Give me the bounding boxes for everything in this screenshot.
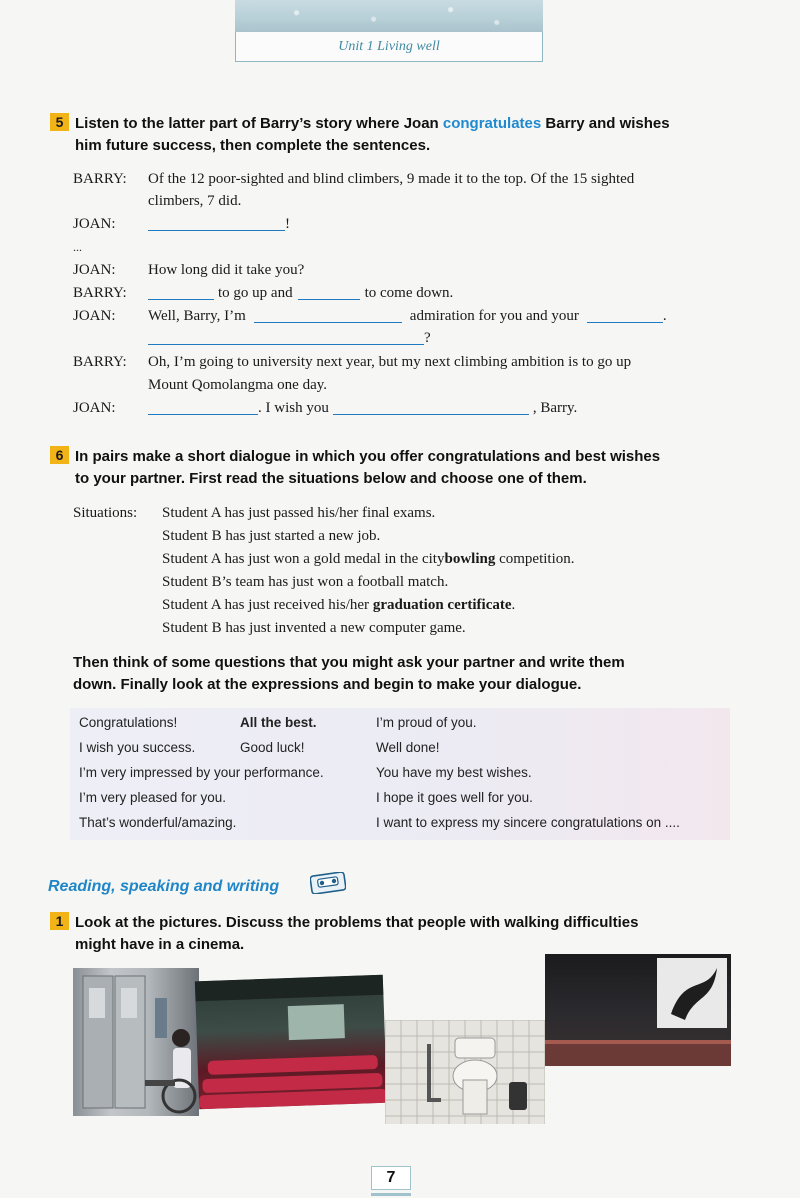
- situation-line: Student B has just invented a new computer game.: [162, 620, 466, 636]
- expression: Well done!: [376, 740, 440, 755]
- toilet-photo: [385, 1020, 545, 1124]
- answer-blank[interactable]: [298, 285, 360, 300]
- expression: I’m proud of you.: [376, 715, 477, 730]
- cassette-icon: [310, 872, 346, 894]
- task-6-heading: 6 In pairs make a short dialogue in which you offer congratulations and best wishes to your partner. First read the situations below and choose one of them.: [50, 446, 660, 490]
- expression: You have my best wishes.: [376, 765, 532, 780]
- answer-blank[interactable]: [333, 400, 529, 415]
- elevator-wheelchair-photo: [73, 968, 199, 1116]
- task-number-6: 6: [50, 446, 69, 464]
- answer-blank[interactable]: [254, 308, 402, 323]
- highlighted-word: congratulates: [442, 115, 542, 132]
- expression: Congratulations!: [79, 715, 178, 730]
- answer-blank[interactable]: [587, 308, 663, 323]
- situation-line: Student B’s team has just won a football match.: [162, 574, 449, 590]
- expression: Good luck!: [240, 740, 305, 755]
- dialogue-line: climbers, 7 did.: [148, 193, 242, 209]
- expression: I wish you success.: [79, 740, 196, 755]
- dialogue-line: JOAN: !: [73, 216, 290, 232]
- situations-label: Situations:: [73, 505, 138, 521]
- dialogue-ellipsis: ...: [73, 240, 82, 254]
- dialogue-line: BARRY: to go up and to come down.: [73, 285, 454, 301]
- cinema-seats-photo: [195, 975, 387, 1109]
- dialogue-line: BARRY: Oh, I’m going to university next year, but my next climbing ambition is to go up: [73, 354, 632, 370]
- answer-blank[interactable]: [148, 330, 424, 345]
- dialogue-line: BARRY: Of the 12 poor-sighted and blind climbers, 9 made it to the top. Of the 15 sighted: [73, 171, 635, 187]
- unit-title: Unit 1 Living well: [338, 38, 440, 54]
- dialogue-line: JOAN: How long did it take you?: [73, 262, 305, 278]
- situation-line: Situations: Student A has just passed his/her final exams.: [73, 505, 436, 521]
- task-number-1: 1: [50, 912, 69, 930]
- dialogue-line: ?: [73, 330, 431, 347]
- answer-blank[interactable]: [148, 285, 214, 300]
- task-5-heading: 5 Listen to the latter part of Barry’s story where Joan congratulates Barry and wishes him future success, then complete the sentences.: [50, 113, 670, 157]
- dialogue-line: Mount Qomolangma one day.: [148, 377, 327, 393]
- dialogue-line: JOAN: . I wish you , Barry.: [73, 400, 578, 416]
- task-6-instructions: Then think of some questions that you might ask your partner and write them down. Finally look at the expressions and begin to make your dialogue.: [73, 654, 625, 693]
- expression: I’m very impressed by your performance.: [79, 765, 324, 780]
- unit-header: [235, 32, 543, 62]
- answer-blank[interactable]: [148, 216, 285, 231]
- dialogue-line: JOAN: Well, Barry, I’m admiration for you and your .: [73, 308, 667, 324]
- answer-blank[interactable]: [148, 400, 258, 415]
- task-1-heading: 1 Look at the pictures. Discuss the problems that people with walking difficulties might have in a cinema.: [50, 912, 638, 956]
- situation-line: Student B has just started a new job.: [162, 528, 381, 544]
- situation-line: Student A has just received his/her graduation certificate .: [162, 597, 516, 613]
- page-number: 7: [371, 1166, 411, 1190]
- page-number-underline: [371, 1193, 411, 1196]
- expression: I hope it goes well for you.: [376, 790, 533, 805]
- expression: I want to express my sincere congratulations on ....: [376, 815, 680, 830]
- section-title: Reading, speaking and writing: [48, 878, 280, 895]
- cinema-entrance-photo: [545, 954, 731, 1066]
- expression: All the best.: [240, 715, 317, 730]
- situation-line: Student A has just won a gold medal in the city bowling competition.: [162, 551, 575, 567]
- expression: That’s wonderful/amazing.: [79, 815, 237, 830]
- header-banner-image: [235, 0, 543, 32]
- task-number-5: 5: [50, 113, 69, 131]
- expression: I’m very pleased for you.: [79, 790, 227, 805]
